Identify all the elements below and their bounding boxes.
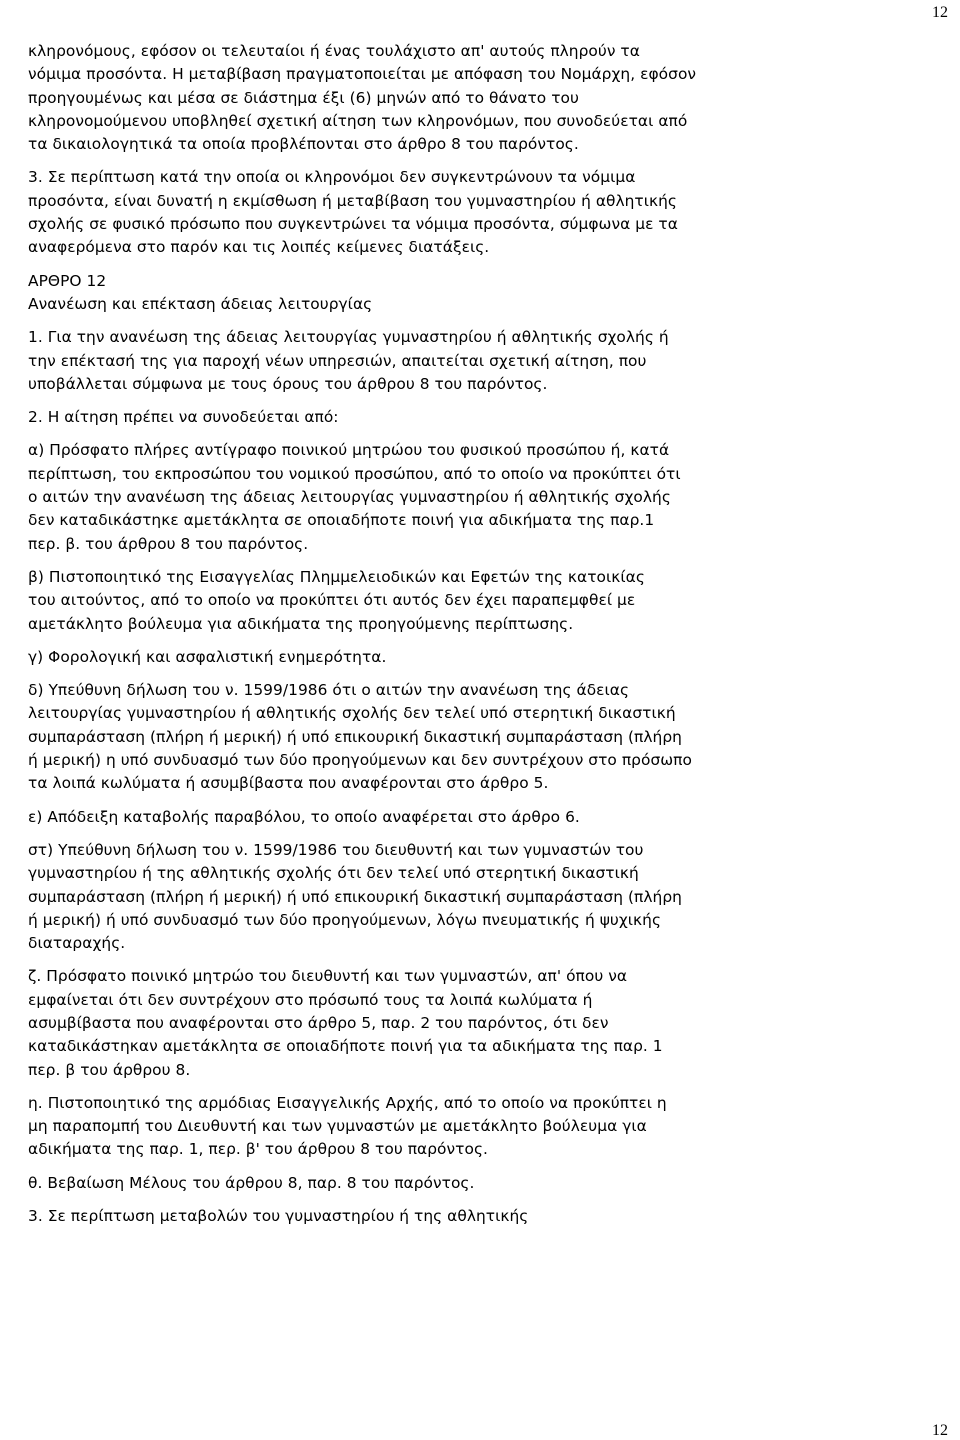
paragraph	[28, 406, 928, 429]
text-line: ο αιτών την ανανέωση της άδειας λειτουργίας γυμναστηρίου ή αθλητικής σχολής	[28, 488, 671, 507]
text-line: του αιτούντος, από το οποίο να προκύπτει ότι αυτός δεν έχει παραπεμφθεί με	[28, 591, 636, 610]
paragraph	[28, 679, 928, 795]
text-line: ΑΡΘΡΟ 12	[28, 271, 107, 290]
text-line: αμετάκλητο βούλευμα για αδικήματα της προηγούμενης περίπτωσης.	[28, 614, 574, 633]
paragraph	[28, 806, 928, 829]
text-line: 3. Σε περίπτωση μεταβολών του γυμναστηρίου ή της αθλητικής	[28, 1207, 529, 1226]
text-line: διαταραχής.	[28, 934, 126, 953]
text-line: η. Πιστοποιητικό της αρμόδιας Εισαγγελικής Αρχής, από το οποίο να προκύπτει η	[28, 1093, 667, 1112]
text-line: εμφαίνεται ότι δεν συντρέχουν στο πρόσωπό τους τα λοιπά κωλύματα ή	[28, 990, 593, 1009]
text-line: νόμιμα προσόντα. Η μεταβίβαση πραγματοποιείται με απόφαση του Νομάρχη, εφόσον	[28, 65, 697, 84]
paragraph	[28, 166, 928, 259]
text-line: 2. Η αίτηση πρέπει να συνοδεύεται από:	[28, 408, 339, 427]
text-line: Ανανέωση και επέκταση άδειας λειτουργίας	[28, 294, 373, 313]
text-line: στ) Υπεύθυνη δήλωση του ν. 1599/1986 του διευθυντή και των γυμναστών του	[28, 840, 644, 859]
paragraph	[28, 1205, 928, 1228]
text-line: αδικήματα της παρ. 1, περ. β' του άρθρου 8 του παρόντος.	[28, 1140, 488, 1159]
text-line: περ. β του άρθρου 8.	[28, 1060, 191, 1079]
text-line: μη παραπομπή του Διευθυντή και των γυμναστών με αμετάκλητο βούλευμα για	[28, 1117, 647, 1136]
text-line: ή μερική) η υπό συνδυασμό των δύο προηγούμενων και δεν συντρέχουν στο πρόσωπο	[28, 751, 692, 770]
text-line: ε) Απόδειξη καταβολής παραβόλου, το οποίο αναφέρεται στο άρθρο 6.	[28, 807, 580, 826]
paragraph	[28, 1092, 928, 1162]
text-line: ζ. Πρόσφατο ποινικό μητρώο του διευθυντή και των γυμναστών, απ' όπου να	[28, 967, 628, 986]
text-line: λειτουργίας γυμναστηρίου ή αθλητικής σχολής δεν τελεί υπό στερητική δικαστική	[28, 704, 676, 723]
paragraph	[28, 965, 928, 1081]
text-line: 1. Για την ανανέωση της άδειας λειτουργίας γυμναστηρίου ή αθλητικής σχολής ή	[28, 328, 669, 347]
text-line: ασυμβίβαστα που αναφέρονται στο άρθρο 5, παρ. 2 του παρόντος, ότι δεν	[28, 1013, 609, 1032]
text-line: κληρονόμους, εφόσον οι τελευταίοι ή ένας τουλάχιστο απ' αυτούς πληρούν τα	[28, 42, 640, 60]
text-line: α) Πρόσφατο πλήρες αντίγραφο ποινικού μητρώου του φυσικού προσώπου ή, κατά	[28, 441, 670, 460]
text-line: θ. Βεβαίωση Μέλους του άρθρου 8, παρ. 8 του παρόντος.	[28, 1173, 475, 1192]
paragraph	[28, 566, 928, 636]
text-line: β) Πιστοποιητικό της Εισαγγελίας Πλημμελειοδικών και Εφετών της κατοικίας	[28, 567, 645, 586]
text-line: δεν καταδικάστηκε αμετάκλητα σε οποιαδήποτε ποινή για αδικήματα της παρ.1	[28, 511, 655, 530]
text-line: συμπαράσταση (πλήρη ή μερική) ή υπό επικουρική δικαστική συμπαράσταση (πλήρη	[28, 727, 682, 746]
paragraph	[28, 646, 928, 669]
text-line: 3. Σε περίπτωση κατά την οποία οι κληρονόμοι δεν συγκεντρώνουν τα νόμιμα	[28, 168, 636, 187]
text-line: περ. β. του άρθρου 8 του παρόντος.	[28, 534, 309, 553]
text-line: προσόντα, είναι δυνατή η εκμίσθωση ή μεταβίβαση του γυμναστηρίου ή αθλητικής	[28, 191, 678, 210]
text-line: προηγουμένως και μέσα σε διάστημα έξι (6) μηνών από το θάνατο του	[28, 88, 579, 107]
paragraph	[28, 40, 928, 156]
text-line: δ) Υπεύθυνη δήλωση του ν. 1599/1986 ότι ο αιτών την ανανέωση της άδειας	[28, 681, 630, 700]
text-line: σχολής σε φυσικό πρόσωπο που συγκεντρώνει τα νόμιμα προσόντα, σύμφωνα με τα	[28, 215, 678, 234]
paragraph	[28, 270, 928, 317]
paragraph	[28, 1172, 928, 1195]
text-line: αναφερόμενα στο παρόν και τις λοιπές κείμενες διατάξεις.	[28, 238, 490, 257]
text-line: την επέκτασή της για παροχή νέων υπηρεσιών, απαιτείται σχετική αίτηση, που	[28, 351, 647, 370]
page-number-top: 12	[932, 4, 948, 21]
text-line: καταδικάστηκαν αμετάκλητα σε οποιαδήποτε ποινή για τα αδικήματα της παρ. 1	[28, 1037, 663, 1056]
text-line: γ) Φορολογική και ασφαλιστική ενημερότητα.	[28, 647, 387, 666]
text-line: ή μερική) ή υπό συνδυασμό των δύο προηγούμενων, λόγω πνευματικής ή ψυχικής	[28, 910, 662, 929]
text-line: γυμναστηρίου ή της αθλητικής σχολής ότι δεν τελεί υπό στερητική δικαστική	[28, 864, 639, 883]
paragraph	[28, 439, 928, 555]
text-line: περίπτωση, του εκπροσώπου του νομικού προσώπου, από το οποίο να προκύπτει ότι	[28, 464, 681, 483]
paragraph	[28, 326, 928, 396]
paragraph	[28, 839, 928, 955]
page-number-bottom: 12	[932, 1422, 948, 1439]
text-line: κληρονομούμενου υποβληθεί σχετική αίτηση των κληρονόμων, που συνοδεύεται από	[28, 111, 688, 130]
text-line: συμπαράσταση (πλήρη ή μερική) ή υπό επικουρική δικαστική συμπαράσταση (πλήρη	[28, 887, 682, 906]
text-line: τα λοιπά κωλύματα ή ασυμβίβαστα που αναφέρονται στο άρθρο 5.	[28, 774, 549, 793]
document-body	[28, 40, 928, 1238]
text-line: υποβάλλεται σύμφωνα με τους όρους του άρθρου 8 του παρόντος.	[28, 374, 548, 393]
text-line: τα δικαιολογητικά τα οποία προβλέπονται στο άρθρο 8 του παρόντος.	[28, 135, 579, 154]
